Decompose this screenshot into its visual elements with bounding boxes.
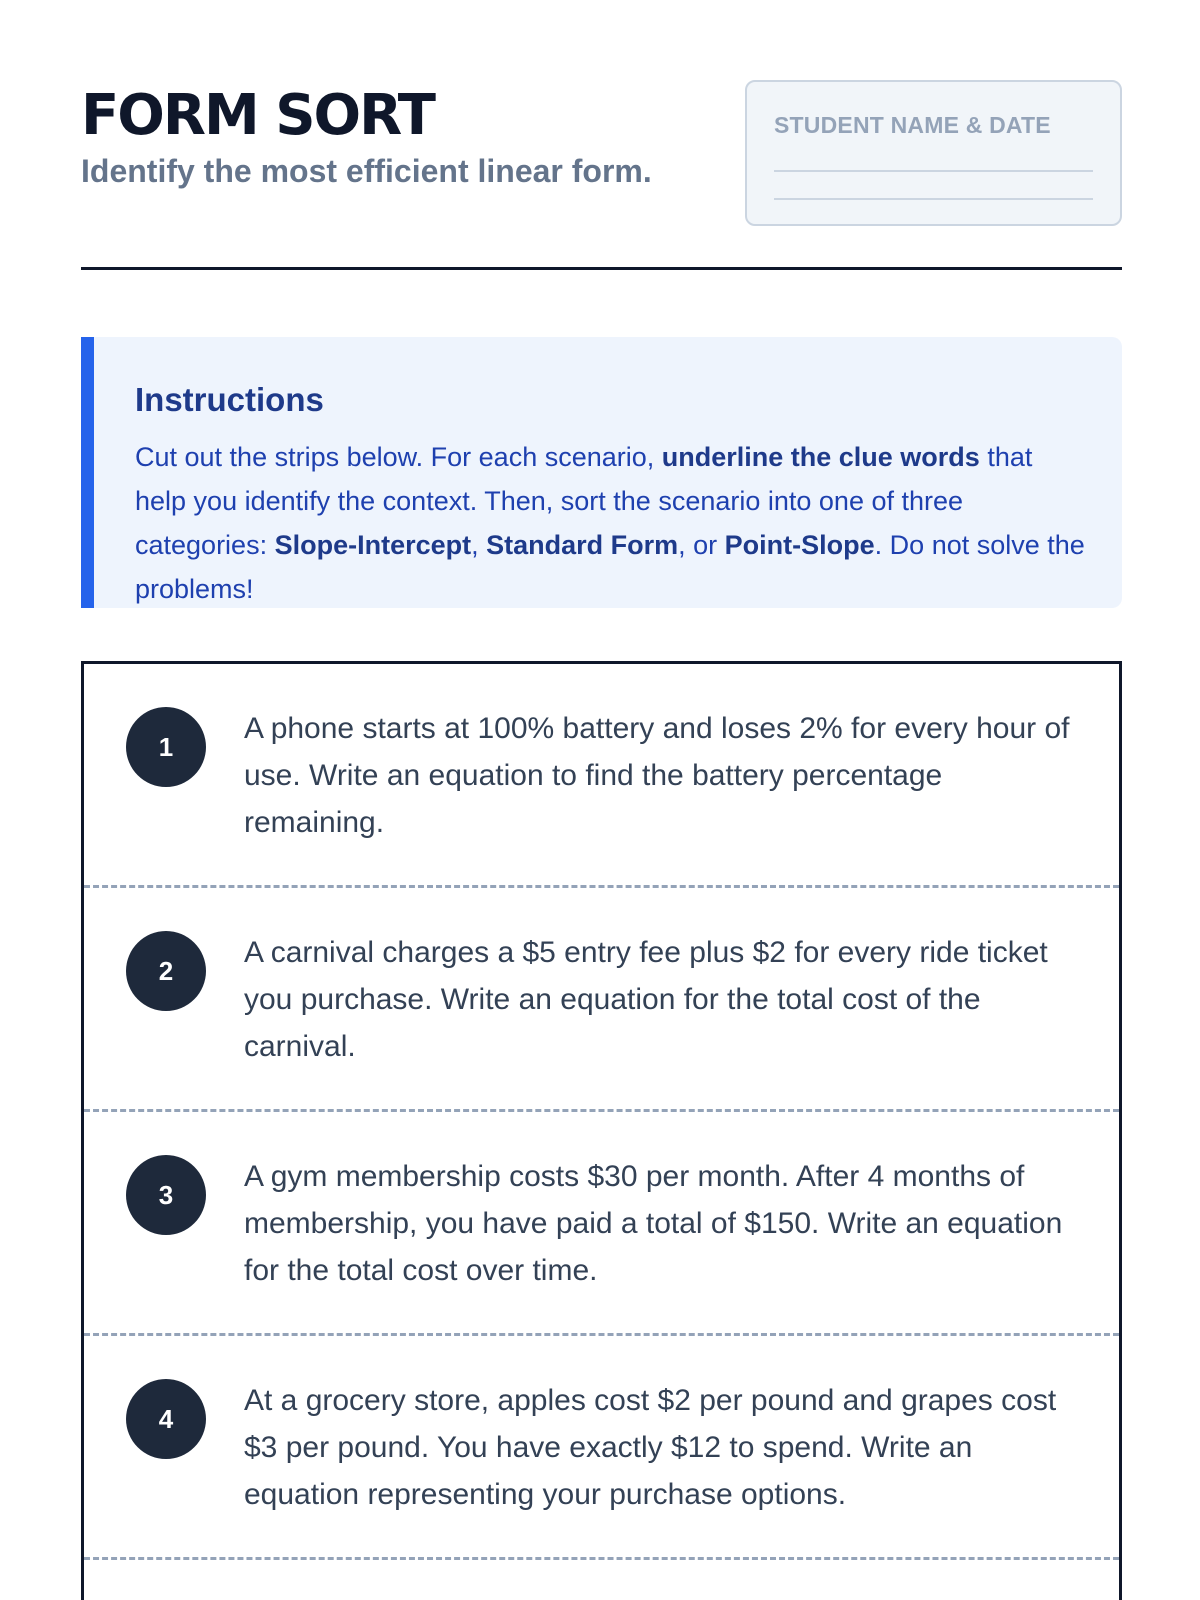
instructions-text: that help you identify the context. Then, sort the scenario into one of three categories: — [135, 442, 1033, 560]
instructions-text: , — [471, 530, 487, 560]
instructions-body — [135, 435, 1085, 611]
scenario-text: A phone starts at 100% battery and loses 2% for every hour of use. Write an equation to find the battery percentage remaining. — [244, 712, 1070, 839]
page-subtitle: Identify the most efficient linear form. — [81, 153, 652, 189]
scenario-number-badge: 3 — [126, 1155, 206, 1235]
date-write-line — [774, 198, 1093, 200]
worksheet-page — [81, 0, 1122, 1600]
scenario-strip-partial[interactable] — [84, 1560, 1119, 1600]
scenario-text: At a grocery store, apples cost $2 per pound and grapes cost $3 per pound. You have exactly $12 to spend. Write an equation representing your purchase options. — [244, 1384, 1057, 1511]
student-name-date-box[interactable] — [745, 80, 1122, 226]
instructions-text: . Do not solve the problems! — [135, 530, 1085, 604]
scenario-strip[interactable] — [84, 664, 1119, 888]
instructions-emphasis: underline the clue words — [661, 442, 980, 472]
scenario-number-badge: 2 — [126, 931, 206, 1011]
scenario-strips — [81, 661, 1122, 1600]
scenario-strip[interactable] — [84, 1112, 1119, 1336]
scenario-number-badge: 1 — [126, 707, 206, 787]
category-standard-form: Standard Form — [486, 530, 679, 560]
instructions-title: Instructions — [135, 381, 324, 418]
scenario-text: A carnival charges a $5 entry fee plus $2 for every ride ticket you purchase. Write an equation for the total cost of the carnival. — [244, 936, 1048, 1063]
worksheet-header — [81, 80, 1122, 270]
scenario-strip[interactable] — [84, 1336, 1119, 1560]
student-name-date-label: STUDENT NAME & DATE — [774, 112, 1051, 138]
scenario-text: A gym membership costs $30 per month. After 4 months of membership, you have paid a total of $150. Write an equation for the total cost over time. — [244, 1160, 1063, 1287]
scenario-strip[interactable] — [84, 888, 1119, 1112]
category-slope-intercept: Slope-Intercept — [274, 530, 472, 560]
instructions-text: , or — [678, 530, 725, 560]
instructions-text: Cut out the strips below. For each scenario, — [135, 442, 662, 472]
name-write-line — [774, 170, 1093, 172]
category-point-slope: Point-Slope — [724, 530, 875, 560]
page-title: FORM SORT — [81, 83, 434, 148]
instructions-panel — [81, 337, 1122, 608]
scenario-number-badge: 4 — [126, 1379, 206, 1459]
